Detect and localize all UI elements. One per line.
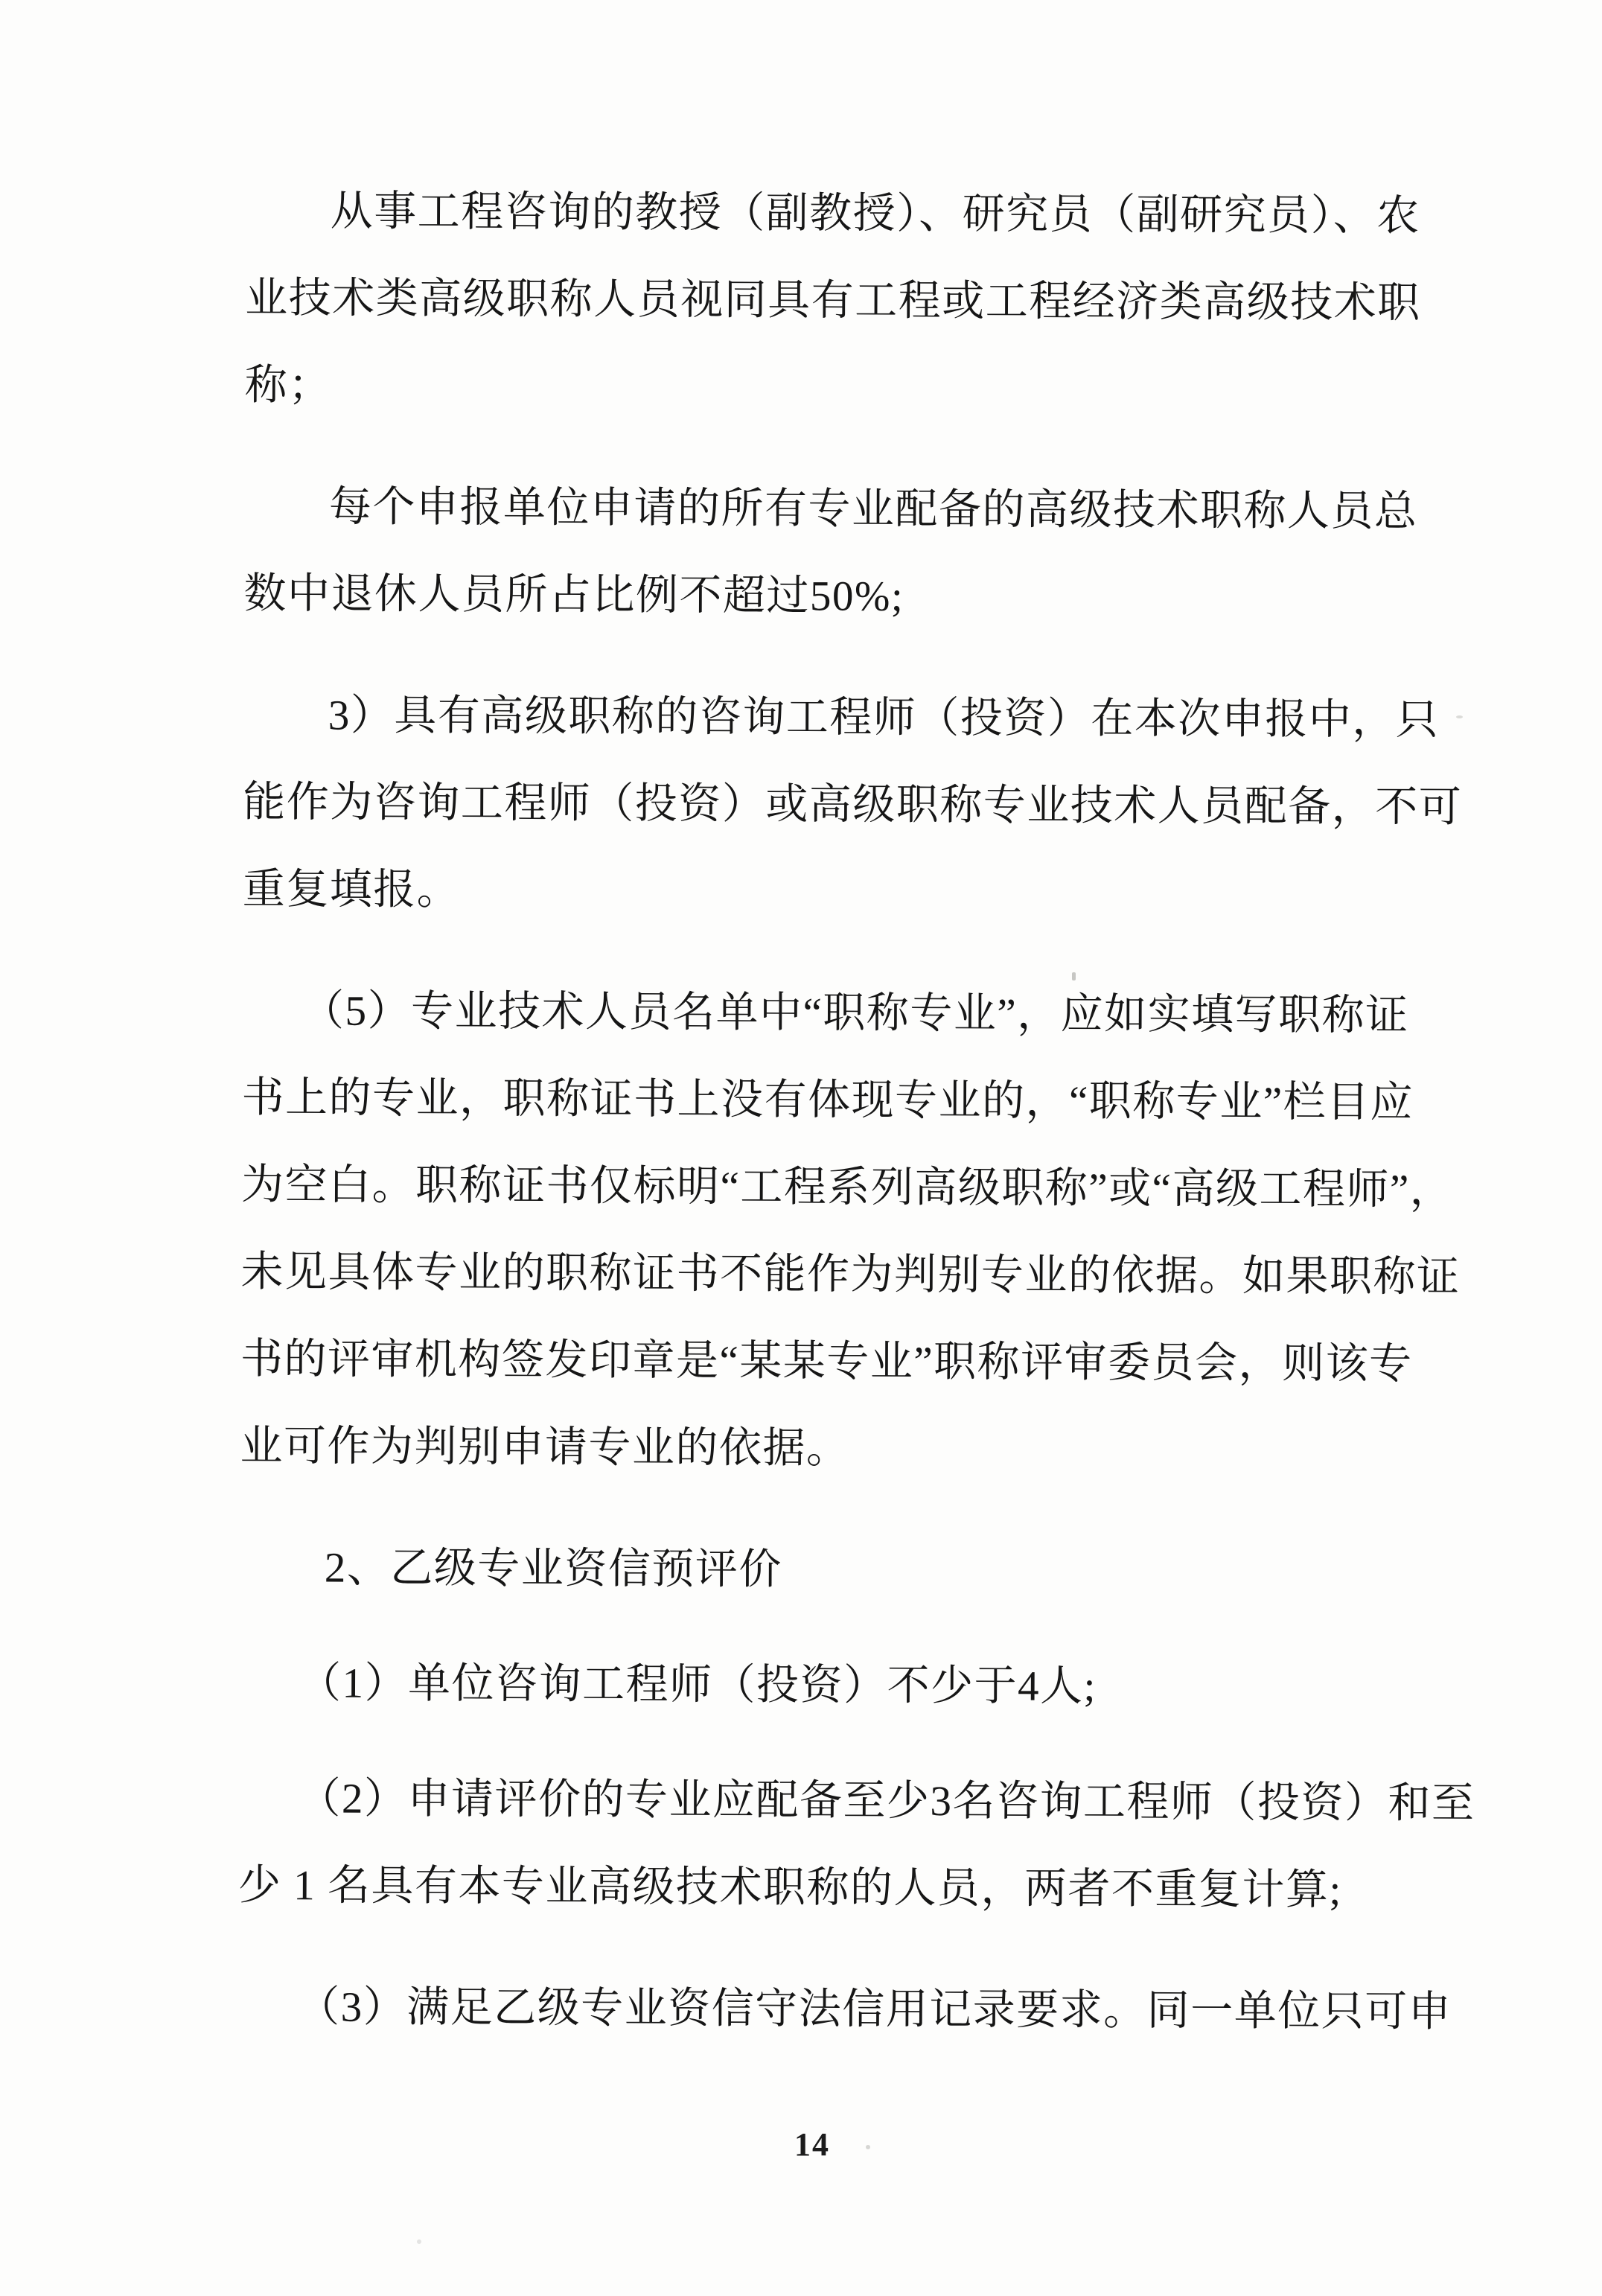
scan-speck — [1456, 715, 1463, 718]
text-line: 业技术类高级职称人员视同具有工程或工程经济类高级技术职 — [245, 274, 1421, 327]
heading-line: 2、乙级专业资信预评价 — [324, 1544, 782, 1594]
text-line: 书上的专业，职称证书上没有体现专业的，“职称专业”栏目应 — [241, 1074, 1414, 1126]
scan-speck — [1072, 972, 1076, 980]
paragraph-item1-min-engineers — [239, 1639, 1400, 1732]
text-line: （3）满足乙级专业资信守法信用记录要求。同一单位只可申 — [297, 1983, 1452, 2036]
document-body — [237, 168, 1475, 2090]
text-line: 为空白。职称证书仅标明“工程系列高级职称”或“高级工程师”， — [240, 1161, 1454, 1214]
paragraph-item3-senior-title — [242, 672, 1463, 938]
scan-speck — [866, 2145, 870, 2149]
text-line: 业可作为判别申请专业的依据。 — [240, 1422, 850, 1473]
text-line: 少 1 名具有本专业高级技术职称的人员，两者不重复计算; — [237, 1861, 1342, 1914]
section-heading-grade-b — [240, 1524, 1401, 1616]
page-number: 14 — [794, 2126, 830, 2163]
text-line: 重复填报。 — [242, 865, 461, 914]
text-line: （1）单位咨询工程师（投资）不少于4人; — [298, 1659, 1097, 1711]
text-line: 能作为咨询工程师（投资）或高级职称专业技术人员配备，不可 — [243, 778, 1463, 832]
text-line: 每个申报单位申请的所有专业配备的高级技术职称人员总 — [328, 483, 1418, 535]
scan-speck — [417, 2239, 421, 2244]
text-line: （5）专业技术人员名单中“职称专业”，应如实填写职称证 — [301, 987, 1409, 1039]
paragraph-item2-specialty-staffing — [237, 1755, 1475, 1934]
paragraph-item5-title-specialty — [240, 967, 1461, 1495]
text-line: 未见具体专业的职称证书不能作为判别专业的依据。如果职称证 — [240, 1248, 1461, 1301]
text-line: （2）申请评价的专业应配备至少3名咨询工程师（投资）和至 — [298, 1775, 1475, 1828]
text-line: 称； — [244, 361, 332, 409]
text-line: 数中退休人员所占比例不超过50%; — [243, 570, 904, 620]
text-line: 从事工程咨询的教授（副教授）、研究员（副研究员）、农 — [330, 188, 1420, 240]
paragraph-continuation-item4 — [244, 168, 1421, 434]
paragraph-item3-credit-record — [237, 1963, 1452, 2056]
text-line: 3）具有高级职称的咨询工程师（投资）在本次申报中，只 — [328, 692, 1440, 744]
text-line: 书的评审机构签发印章是“某某专业”职称评审委员会，则该专 — [240, 1335, 1413, 1388]
paragraph-retiree-ratio — [243, 463, 1418, 642]
